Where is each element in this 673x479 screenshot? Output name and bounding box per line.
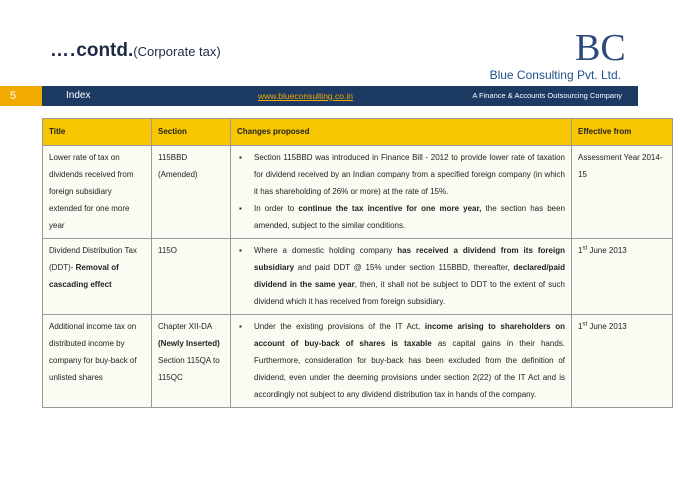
bold-text: declared/paid dividend in the same year bbox=[254, 263, 565, 289]
bold-text: continue the tax incentive for one more year, bbox=[298, 204, 482, 213]
text-segment: Where a domestic holding company bbox=[254, 246, 398, 255]
bold-text: Removal of cascading effect bbox=[49, 263, 119, 289]
website-link[interactable]: www.blueconsulting.co.in bbox=[258, 91, 353, 101]
cell-changes bbox=[231, 239, 572, 315]
column-header-changes: Changes proposed bbox=[231, 119, 572, 146]
text-segment: Under the existing provisions of the IT Act, bbox=[254, 322, 425, 331]
page-number: 5 bbox=[0, 86, 42, 106]
text-segment: Section 115BBD was introduced in Finance Bill - 2012 to provide lower rate of taxation for dividend received by an Indian company from a specified foreign company (in which it has shareholding of 26% or more) at the rate of 15%. bbox=[254, 153, 565, 196]
changes-list bbox=[237, 149, 565, 234]
bullet-item bbox=[237, 200, 565, 234]
cell-title bbox=[43, 239, 152, 315]
text-segment: June 2013 bbox=[587, 322, 627, 331]
bold-text: (Newly Inserted) bbox=[158, 339, 220, 348]
nav-bar bbox=[0, 86, 638, 106]
text-segment: Additional income tax on distributed income by company for buy-back of unlisted shares bbox=[49, 322, 137, 382]
text-segment: and paid DDT @ 15% under section 115BBD, thereafter, bbox=[294, 263, 514, 272]
bullet-item bbox=[237, 149, 565, 200]
company-name: Blue Consulting Pvt. Ltd. bbox=[489, 68, 621, 82]
cell-section bbox=[152, 315, 231, 408]
table-row bbox=[43, 239, 673, 315]
text-segment: Dividend Distribution Tax (DDT)- bbox=[49, 246, 137, 272]
changes-list bbox=[237, 242, 565, 310]
text-segment: Assessment Year 2014-15 bbox=[578, 153, 663, 179]
index-link[interactable]: Index bbox=[66, 90, 91, 101]
title-main: contd. bbox=[76, 40, 134, 61]
bullet-item bbox=[237, 318, 565, 403]
text-segment: Section 115QA to 115QC bbox=[158, 356, 220, 382]
cell-effective bbox=[572, 239, 673, 315]
bold-text: income arising to shareholders on account of buy-back of shares is taxable bbox=[254, 322, 565, 348]
table-header-row bbox=[43, 119, 673, 146]
text-segment: In order to bbox=[254, 204, 299, 213]
cell-section bbox=[152, 239, 231, 315]
column-header-effective: Effective from bbox=[572, 119, 673, 146]
column-header-section: Section bbox=[152, 119, 231, 146]
logo-text: BC bbox=[575, 27, 626, 69]
cell-title bbox=[43, 315, 152, 408]
text-segment: as capital gains in their hands. Furthermore, consideration for buy-back has been excluded from the definition of dividend, even under the deeming provisions under section 2(22) of the IT Act and is accordingly not subject to any dividend distribution tax in hands of the company. bbox=[254, 339, 565, 399]
tax-changes-table bbox=[42, 118, 673, 408]
cell-effective bbox=[572, 146, 673, 239]
cell-title bbox=[43, 146, 152, 239]
text-segment: 115O bbox=[158, 246, 177, 255]
text-segment: June 2013 bbox=[587, 246, 627, 255]
slide-title bbox=[50, 40, 221, 62]
bold-text: has received a dividend from its foreign subsidiary bbox=[254, 246, 565, 272]
text-segment: 115BBD (Amended) bbox=[158, 153, 198, 179]
superscript-text: st bbox=[582, 245, 588, 252]
cell-changes bbox=[231, 146, 572, 239]
text-segment: Chapter XII-DA bbox=[158, 322, 212, 331]
superscript-text: st bbox=[582, 321, 588, 328]
cell-effective bbox=[572, 315, 673, 408]
title-ellipsis: …. bbox=[50, 40, 77, 61]
bullet-item bbox=[237, 242, 565, 310]
company-tagline: A Finance & Accounts Outsourcing Company bbox=[472, 91, 622, 100]
table-row bbox=[43, 315, 673, 408]
cell-section bbox=[152, 146, 231, 239]
text-segment: the section has been amended, subject to the similar conditions. bbox=[254, 204, 566, 230]
table-body bbox=[43, 146, 673, 408]
column-header-title: Title bbox=[43, 119, 152, 146]
cell-changes bbox=[231, 315, 572, 408]
text-segment: 1 bbox=[578, 246, 583, 255]
title-subtitle: (Corporate tax) bbox=[133, 44, 221, 59]
text-segment: , then, it shall not be subject to DDT to the extent of such dividend which it has received from foreign subsidiary. bbox=[254, 280, 566, 306]
text-segment: Lower rate of tax on dividends received from foreign subsidiary extended for one more year bbox=[49, 153, 134, 230]
company-logo bbox=[573, 20, 626, 70]
changes-list bbox=[237, 318, 565, 403]
text-segment: 1 bbox=[578, 322, 583, 331]
table-row bbox=[43, 146, 673, 239]
